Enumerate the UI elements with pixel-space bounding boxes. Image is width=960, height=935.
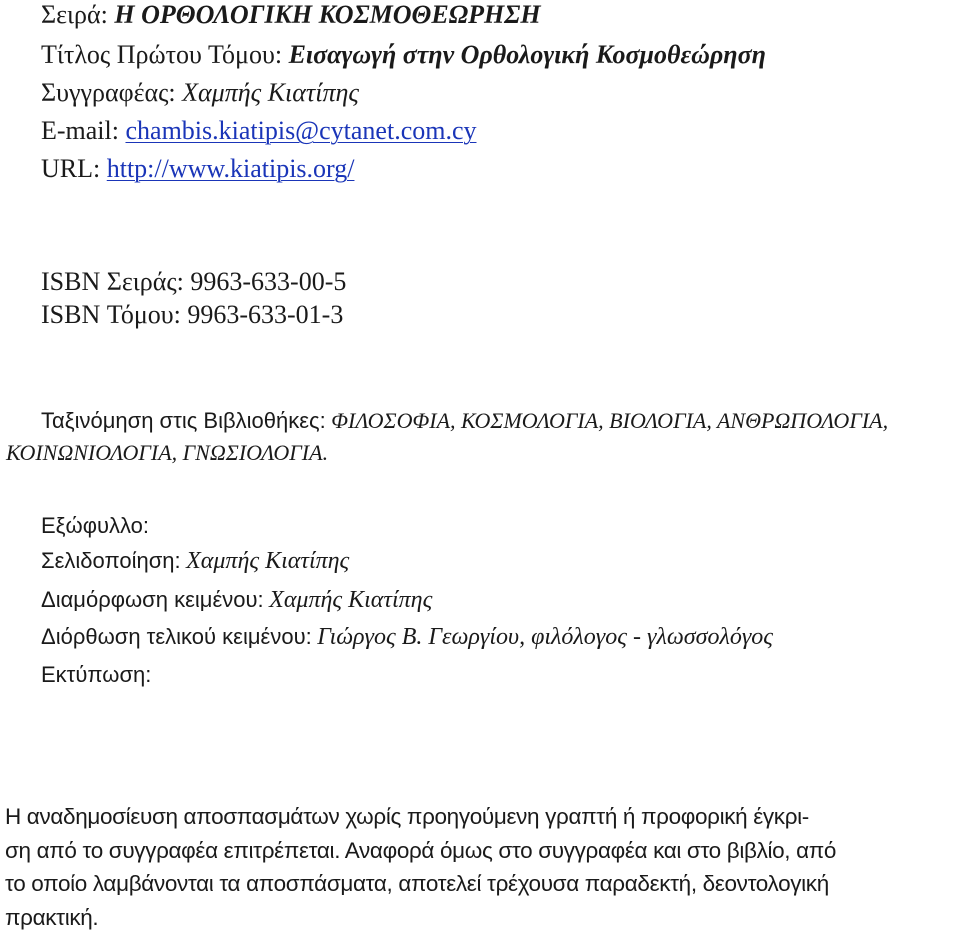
formatting-line [41, 585, 432, 615]
volume-title-label: Τίτλος Πρώτου Τόμου: [41, 40, 283, 69]
layout-line [41, 546, 349, 576]
volume-title-line [41, 40, 766, 70]
author-line [41, 78, 359, 108]
email-link[interactable]: chambis.kiatipis@cytanet.com.cy [125, 116, 477, 145]
series-value: Η ΟΡΘΟΛΟΓΙΚΗ ΚΟΣΜΟΘΕΩΡΗΣΗ [114, 0, 541, 29]
author-value: Χαμπής Κιατίπης [182, 78, 359, 107]
isbn-series-line: ISBN Σειράς: 9963-633-00-5 [41, 267, 347, 296]
cover-label: Εξώφυλλο: [41, 513, 150, 538]
notice-line-4: πρακτική. [5, 904, 99, 930]
reproduction-notice [5, 800, 955, 934]
proofreading-label: Διόρθωση τελικού κειμένου: [41, 624, 312, 649]
notice-line-1: Η αναδημοσίευση αποσπασμάτων χωρίς προηγούμενη γραπτή ή προφορική έγκρι- [5, 804, 809, 829]
classification-label: Ταξινόμηση στις Βιβλιοθήκες: [41, 408, 326, 433]
notice-line-3: το οποίο λαμβάνονται τα αποσπάσματα, αποτελεί τρέχουσα παραδεκτή, δεοντολογική [5, 871, 829, 896]
series-label: Σειρά: [41, 0, 108, 29]
layout-value: Χαμπής Κιατίπης [186, 548, 350, 574]
classification-line-1 [41, 406, 888, 436]
formatting-value: Χαμπής Κιατίπης [269, 587, 433, 613]
email-label: E-mail: [41, 116, 119, 145]
series-line [41, 0, 541, 30]
email-line [41, 116, 477, 146]
url-line [41, 154, 354, 184]
classification-values-1: ΦΙΛΟΣΟΦΙΑ, ΚΟΣΜΟΛΟΓΙΑ, ΒΙΟΛΟΓΙΑ, ΑΝΘΡΩΠΟΛΟΓΙΑ, [331, 408, 889, 433]
url-label: URL: [41, 154, 101, 183]
formatting-label: Διαμόρφωση κειμένου: [41, 587, 264, 612]
volume-title-value: Εισαγωγή στην Ορθολογική Κοσμοθεώρηση [288, 40, 766, 69]
isbn-volume-line: ISBN Τόμου: 9963-633-01-3 [41, 300, 344, 329]
notice-line-2: ση από το συγγραφέα επιτρέπεται. Αναφορά όμως στο συγγραφέα και στο βιβλίο, από [5, 837, 837, 863]
author-label: Συγγραφέας: [41, 78, 176, 107]
printing-label: Εκτύπωση: [41, 662, 152, 687]
layout-label: Σελιδοποίηση: [41, 548, 181, 573]
proofreading-value: Γιώργος Β. Γεωργίου, φιλόλογος - γλωσσολόγος [317, 624, 774, 650]
url-link[interactable]: http://www.kiatipis.org/ [106, 154, 355, 183]
proofreading-line [41, 622, 773, 652]
classification-line-2: ΚΟΙΝΩΝΙΟΛΟΓΙΑ, ΓΝΩΣΙΟΛΟΓΙΑ. [6, 440, 329, 465]
